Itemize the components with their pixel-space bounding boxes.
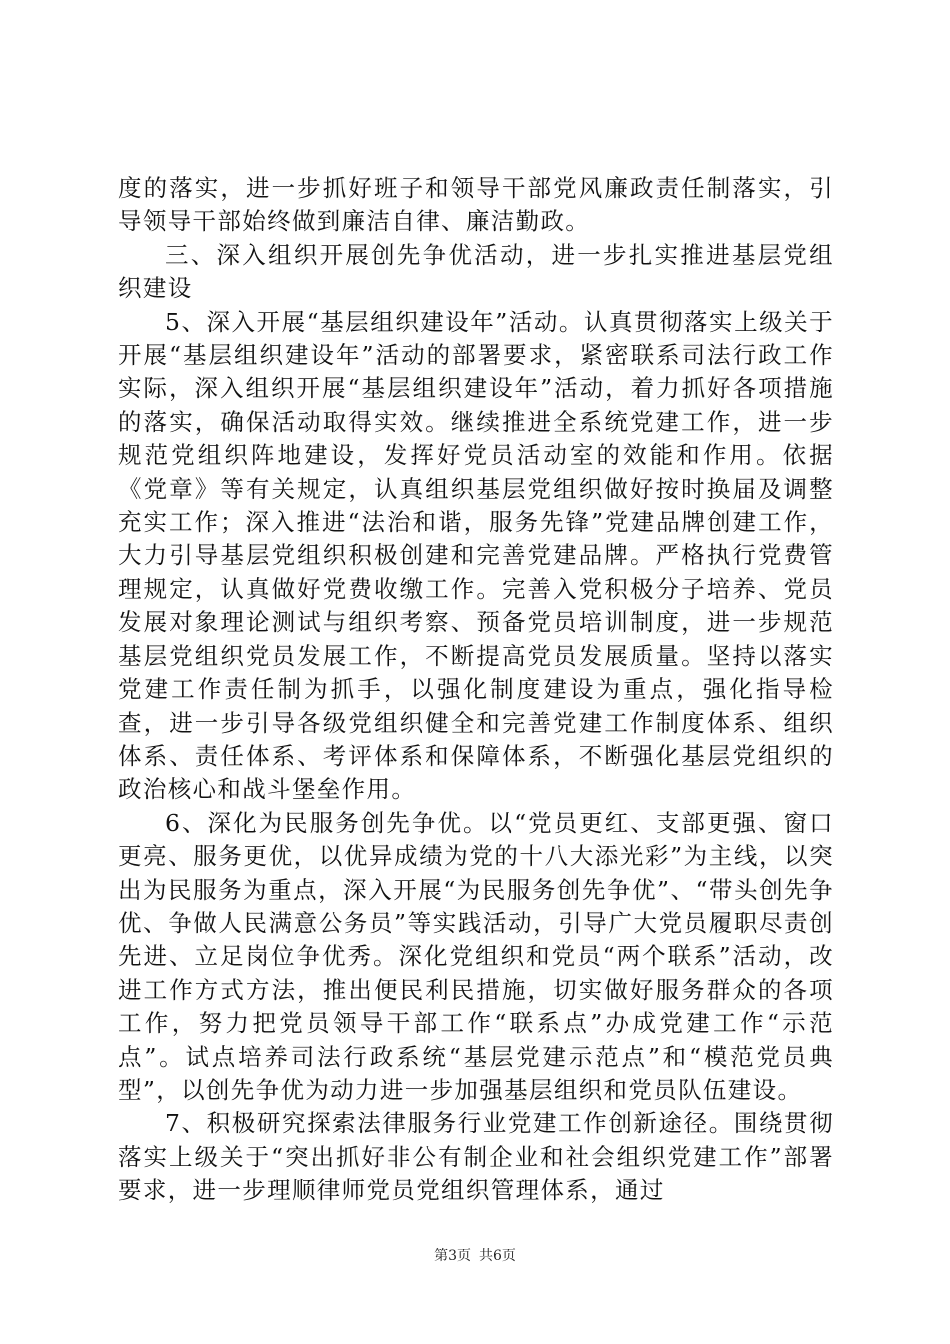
page-total: 共6页 bbox=[479, 1248, 516, 1264]
paragraph-item-5: 5、深入开展“基层组织建设年”活动。认真贯彻落实上级关于开展“基层组织建设年”活动的部署要求，紧密联系司法行政工作实际，深入组织开展“基层组织建设年”活动，着力抓好各项措施的落实，确保活动取得实效。继续推进全系统党建工作，进一步规范党组织阵地建设，发挥好党员活动室的效能和作用。依据《党章》等有关规定，认真组织基层党组织做好按时换届及调整充实工作；深入推进“法治和谐，服务先锋”党建品牌创建工作，大力引导基层党组织积极创建和完善党建品牌。严格执行党费管理规定，认真做好党费收缴工作。完善入党积极分子培养、党员发展对象理论测试与组织考察、预备党员培训制度，进一步规范基层党组织党员发展工作，不断提高党员发展质量。坚持以落实党建工作责任制为抓手，以强化制度建设为重点，强化指导检查，进一步引导各级党组织健全和完善党建工作制度体系、组织体系、责任体系、考评体系和保障体系，不断强化基层党组织的政治核心和战斗堡垒作用。 bbox=[118, 307, 834, 804]
page-footer bbox=[0, 1245, 950, 1265]
paragraph-continuation: 度的落实，进一步抓好班子和领导干部党风廉政责任制落实，引导领导干部始终做到廉洁自律、廉洁勤政。 bbox=[118, 174, 834, 236]
document-body bbox=[118, 172, 834, 1208]
paragraph-item-6: 6、深化为民服务创先争优。以“党员更红、支部更强、窗口更亮、服务更优，以优异成绩为党的十八大添光彩”为主线，以突出为民服务为重点，深入开展“为民服务创先争优”、“带头创先争优、争做人民满意公务员”等实践活动，引导广大党员履职尽责创先进、立足岗位争优秀。深化党组织和党员“两个联系”活动，改进工作方式方法，推出便民利民措施，切实做好服务群众的各项工作，努力把党员领导干部工作“联系点”办成党建工作“示范点”。试点培养司法行政系统“基层党建示范点”和“模范党员典型”，以创先争优为动力进一步加强基层组织和党员队伍建设。 bbox=[118, 808, 834, 1104]
section-heading-three: 三、深入组织开展创先争优活动，进一步扎实推进基层党组织建设 bbox=[118, 240, 834, 303]
paragraph-item-7: 7、积极研究探索法律服务行业党建工作创新途径。围绕贯彻落实上级关于“突出抓好非公有制企业和社会组织党建工作”部署要求，进一步理顺律师党员党组织管理体系，通过 bbox=[118, 1109, 834, 1205]
page-number: 第3页 bbox=[434, 1248, 471, 1264]
